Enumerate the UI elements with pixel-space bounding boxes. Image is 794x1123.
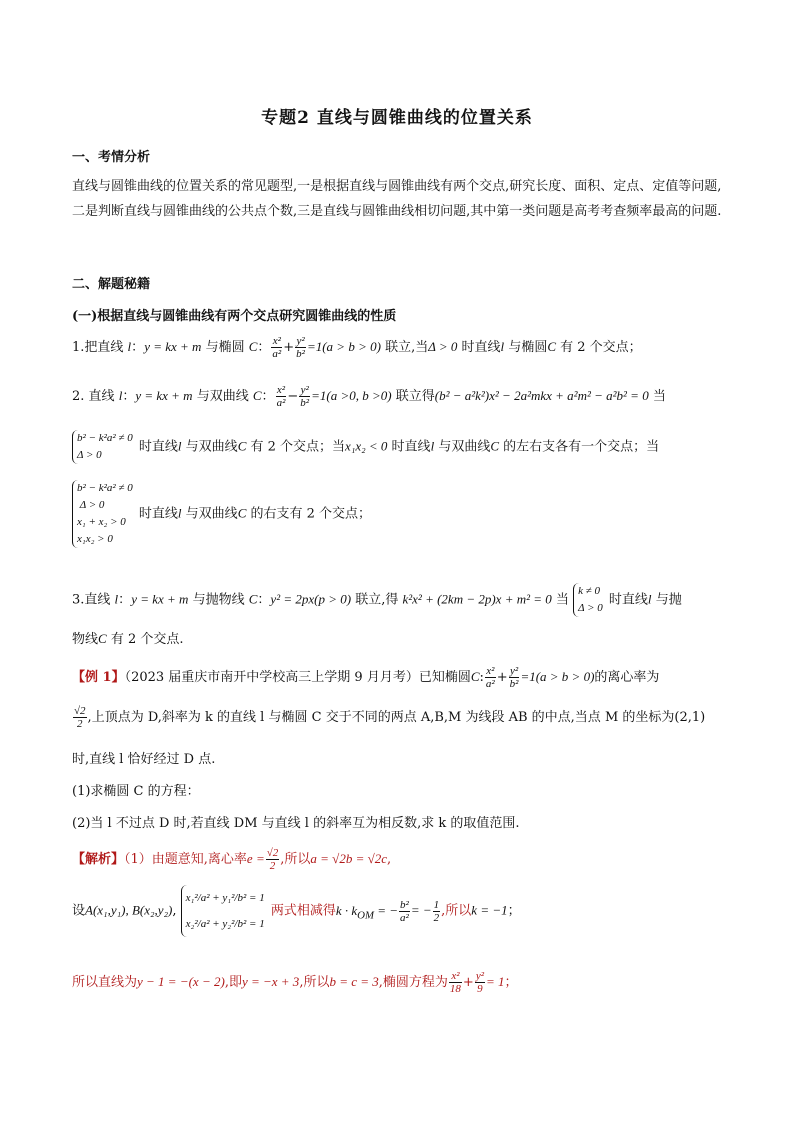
solution-tag: 【解析】 bbox=[72, 852, 125, 867]
example-tag: 【例 1】 bbox=[72, 670, 125, 685]
item-3-line-2: 物线C 有 2 个交点. bbox=[72, 631, 184, 647]
system-brace: x₁²/a² + y₁²/b² = 1 x₂²/a² + y₂²/b² = 1 bbox=[181, 885, 265, 937]
section-heading-analysis: 一、考情分析 bbox=[72, 150, 151, 165]
subsection-heading: (一)根据直线与圆锥曲线有两个交点研究圆锥曲线的性质 bbox=[72, 309, 397, 324]
item-2-line-3: b² − k²a² ≠ 0 Δ > 0 x₁ + x₂ > 0 x₁x₂ > 0 时直线l 与双曲线C 的右支有 2 个交点； bbox=[72, 480, 732, 548]
condition-brace: k ≠ 0 Δ > 0 bbox=[573, 583, 603, 617]
example-line-3: 时,直线 l 恰好经过 D 点. bbox=[72, 752, 216, 767]
section-body-analysis: 直线与圆锥曲线的位置关系的常见题型,一是根据直线与圆锥曲线有两个交点,研究长度、面积、定点、定值等问题,二是判断直线与圆锥曲线的公共点个数,三是直线与圆锥曲线相切问题,其中第一类问题是高考考查频率最高的问题. bbox=[72, 179, 722, 219]
section-heading-tips: 二、解题秘籍 bbox=[72, 277, 151, 292]
item-1: 1.把直线 l：y = kx + m 与椭圆 C： $\frac{\text{x²}}{\text{a²}}$ + $\frac{\text{y²}}{\text{b²}}$ =1(a > b > 0) 联立,当Δ > 0 时直线l 与椭圆C 有 2 个交点； bbox=[72, 335, 642, 360]
item-2-line-1: 2. 直线 l：y = kx + m 与双曲线 C： $\frac{\text{x²}}{\text{a²}}$ − $\frac{\text{y²}}{\text{b²}}$ =1(a >0, b >0) 联立得(b² − a²k²)x² − 2a²mkx + a²m² − a²b² = 0 当 bbox=[72, 384, 666, 409]
example-line-1: 【例 1】（2023 届重庆市南开中学校高三上学期 9 月月考）已知椭圆C: $\frac{\text{x²}}{\text{a²}}$ + $\frac{\text{y²}}{\text{b²}}$ =1(a > b > 0)的离心率为 bbox=[72, 665, 660, 690]
solution-line-3: 所以直线为y − 1 = −(x − 2),即y = −x + 3,所以b = c = 3,椭圆方程为 $\frac{\text{x²}}{18}$ + $\frac{\text{y²}}{9}$ = 1； bbox=[72, 970, 518, 995]
question-2: (2)当 l 不过点 D 时,若直线 DM 与直线 l 的斜率互为相反数,求 k 的取值范围. bbox=[72, 816, 520, 831]
solution-line-1: 【解析】（1）由题意知,离心率e = $\frac{√2}{2}$ ,所以a = √2b = √2c, bbox=[72, 847, 392, 872]
condition-brace: b² − k²a² ≠ 0 Δ > 0 bbox=[72, 430, 133, 464]
solution-line-2: 设A(x₁,y₁), B(x₂,y₂), x₁²/a² + y₁²/b² = 1 x₂²/a² + y₂²/b² = 1 两式相减得$k \cdot k_{OM}$ = − $\frac{\text{b²}}{\text{a²}}$ = − $\frac{1}{2}$ ,所以k = −1； bbox=[72, 885, 732, 937]
question-1: (1)求椭圆 C 的方程： bbox=[72, 784, 200, 799]
item-2-line-2: b² − k²a² ≠ 0 Δ > 0 时直线l 与双曲线C 有 2 个交点；当x₁x₂ < 0 时直线l 与双曲线C 的左右支各有一个交点；当 bbox=[72, 430, 732, 464]
item-3-line-1: 3.直线 l：y = kx + m 与抛物线 C：y² = 2px(p > 0) 联立,得 k²x² + (2km − 2p)x + m² = 0 当 k ≠ 0 Δ > 0 时直线l 与抛 bbox=[72, 583, 732, 617]
condition-brace: b² − k²a² ≠ 0 Δ > 0 x₁ + x₂ > 0 x₁x₂ > 0 bbox=[72, 480, 133, 548]
page-title: 专题2 直线与圆锥曲线的位置关系 bbox=[261, 108, 533, 128]
example-line-2: $\frac{√2}{2}$ ,上顶点为 D,斜率为 k 的直线 l 与椭圆 C 交于不同的两点 A,B,M 为线段 AB 的中点,当点 M 的坐标为(2,1) bbox=[74, 705, 706, 730]
